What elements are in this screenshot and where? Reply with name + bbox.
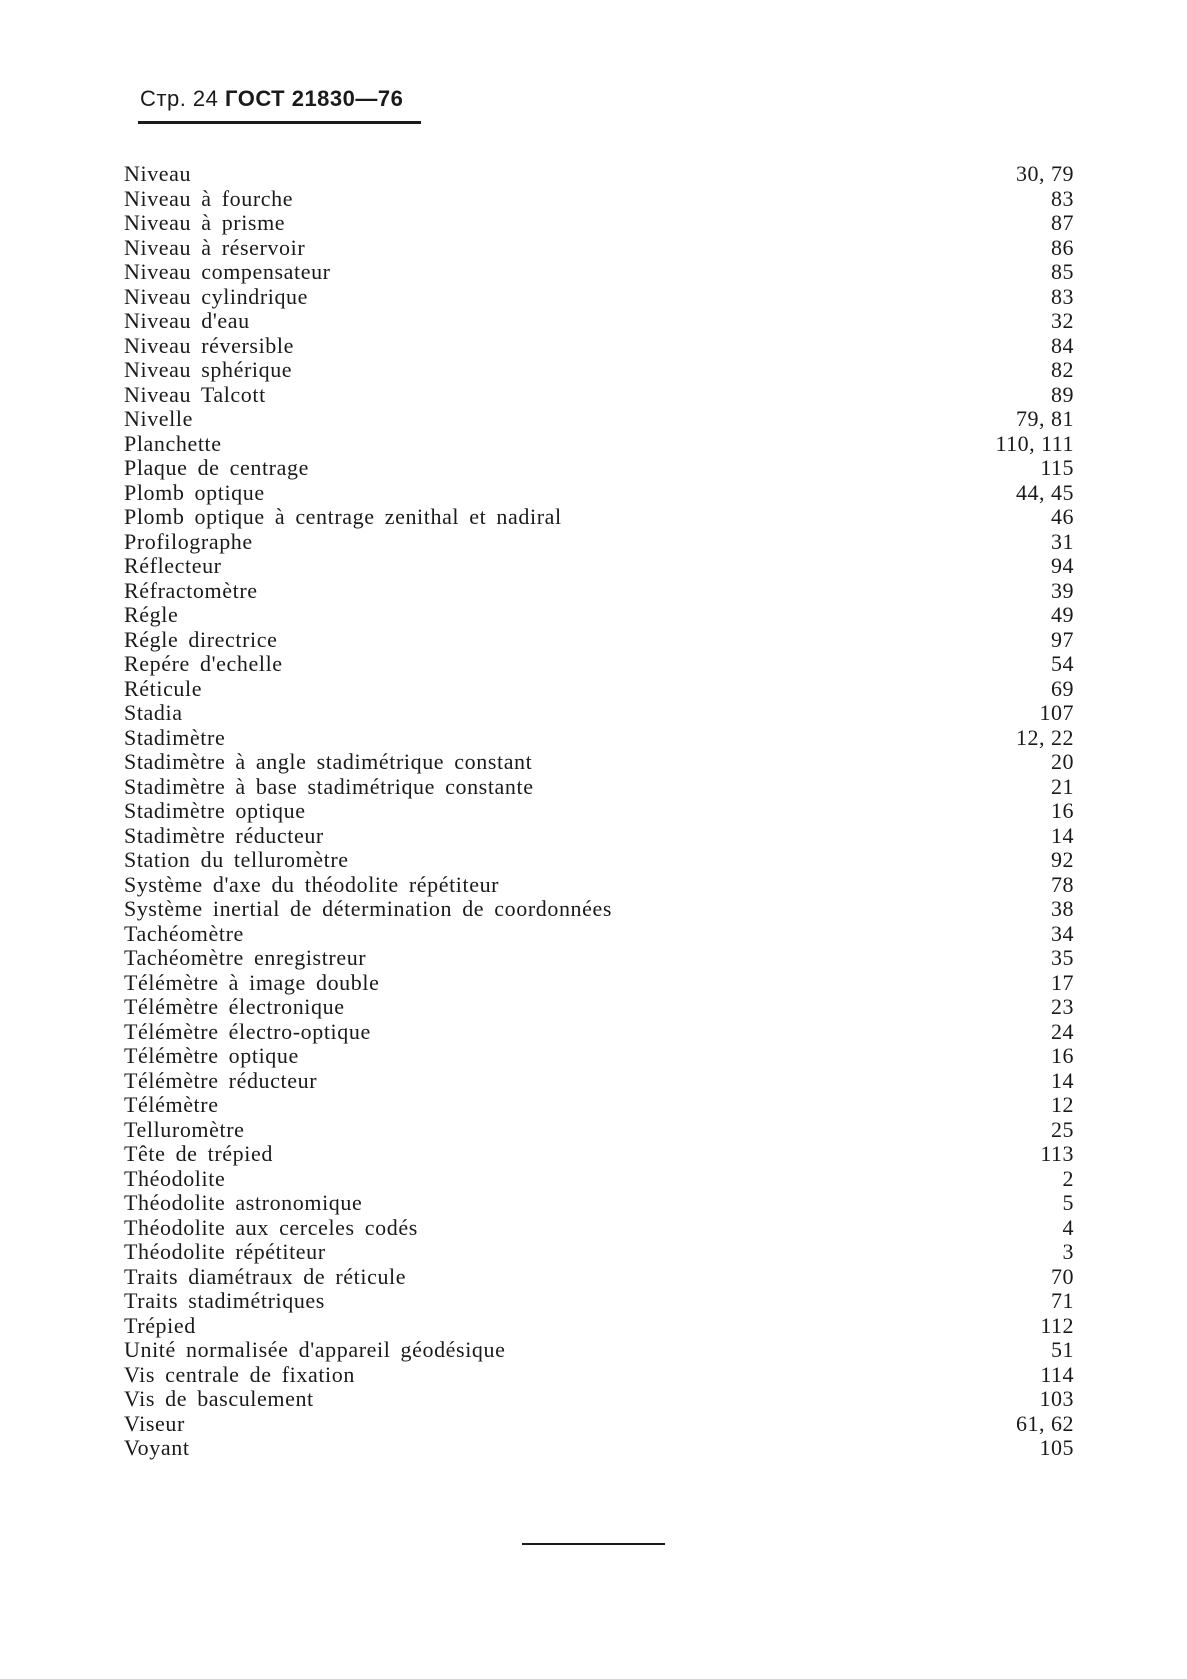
index-ref: 85 — [1051, 259, 1074, 284]
index-entry — [124, 505, 1074, 530]
index-ref: 94 — [1051, 553, 1074, 578]
index-entry — [124, 407, 1074, 432]
index-term: Unité normalisée d'appareil géodésique — [124, 1337, 506, 1362]
index-ref: 86 — [1051, 234, 1074, 260]
index-ref: 46 — [1051, 504, 1074, 529]
index-entry — [124, 677, 1074, 702]
index-entry — [124, 260, 1074, 285]
index-ref: 78 — [1051, 871, 1074, 897]
index-entry — [124, 848, 1074, 873]
index-entry — [124, 775, 1074, 800]
index-ref: 103 — [1039, 1386, 1074, 1411]
index-entry — [124, 530, 1074, 555]
index-term: Viseur — [124, 1410, 185, 1436]
index-term: Traits diamétraux de réticule — [124, 1263, 407, 1289]
index-term: Stadimètre réducteur — [124, 822, 324, 848]
index-entry — [124, 1265, 1074, 1290]
index-ref: 24 — [1051, 1018, 1074, 1044]
index-term: Repére d'echelle — [124, 651, 283, 676]
index-term: Niveau à prisme — [124, 210, 286, 235]
index-entry — [124, 1338, 1074, 1363]
index-entry — [124, 1142, 1074, 1167]
index-term: Théodolite aux cerceles codés — [124, 1214, 418, 1240]
index-term: Tachéomètre — [124, 920, 244, 946]
index-entry — [124, 1191, 1074, 1216]
index-entry — [124, 162, 1074, 187]
index-term: Niveau d'eau — [124, 308, 250, 333]
index-term: Théodolite répétiteur — [124, 1239, 326, 1264]
index-entry — [124, 187, 1074, 212]
page-number: Стр. 24 — [140, 86, 219, 111]
index-entry — [124, 383, 1074, 408]
index-entry — [124, 1044, 1074, 1069]
index-ref: 14 — [1051, 822, 1074, 848]
index-entry — [124, 285, 1074, 310]
index-entry — [124, 432, 1074, 457]
index-ref: 17 — [1051, 969, 1074, 995]
index-ref: 2 — [1062, 1165, 1074, 1191]
index-term: Stadia — [124, 700, 183, 725]
index-term: Télémètre électronique — [124, 994, 345, 1019]
index-ref: 14 — [1051, 1067, 1074, 1093]
index-ref: 4 — [1062, 1214, 1074, 1240]
header-rule — [138, 121, 421, 124]
index-entry — [124, 211, 1074, 236]
index-term: Telluromètre — [124, 1116, 245, 1142]
index-entry — [124, 1436, 1074, 1461]
index-term: Tête de trépied — [124, 1141, 273, 1166]
index-entry — [124, 1093, 1074, 1118]
index-term: Stadimètre à angle stadimétrique constant — [124, 749, 533, 774]
index-term: Profilographe — [124, 528, 253, 554]
index-ref: 113 — [1040, 1141, 1074, 1166]
index-entry — [124, 1412, 1074, 1437]
index-term: Niveau à fourche — [124, 185, 294, 211]
index-ref: 32 — [1051, 308, 1074, 333]
index-term: Station du telluromètre — [124, 847, 349, 872]
index-list — [124, 162, 1074, 1461]
index-entry — [124, 1387, 1074, 1412]
index-ref: 114 — [1040, 1361, 1074, 1387]
index-term: Télémètre optique — [124, 1043, 299, 1068]
index-entry — [124, 1363, 1074, 1388]
index-ref: 39 — [1051, 577, 1074, 603]
index-entry — [124, 628, 1074, 653]
index-ref: 83 — [1051, 283, 1074, 309]
index-term: Plomb optique — [124, 479, 265, 505]
index-ref: 35 — [1051, 945, 1074, 970]
index-term: Niveau Talcott — [124, 381, 266, 407]
index-term: Stadimètre optique — [124, 798, 306, 823]
index-term: Système inertial de détermination de coordonnées — [124, 896, 613, 921]
index-term: Stadimètre — [124, 724, 226, 750]
index-ref: 83 — [1051, 185, 1074, 211]
index-entry — [124, 481, 1074, 506]
index-term: Trépied — [124, 1312, 196, 1338]
index-ref: 20 — [1051, 749, 1074, 774]
index-term: Traits stadimétriques — [124, 1288, 325, 1313]
index-ref: 25 — [1051, 1116, 1074, 1142]
index-entry — [124, 1069, 1074, 1094]
index-ref: 87 — [1051, 210, 1074, 235]
index-entry — [124, 824, 1074, 849]
index-ref: 44, 45 — [1016, 479, 1074, 505]
index-term: Théodolite astronomique — [124, 1190, 363, 1215]
index-ref: 71 — [1051, 1288, 1074, 1313]
index-ref: 84 — [1051, 332, 1074, 358]
index-entry — [124, 1020, 1074, 1045]
index-entry — [124, 726, 1074, 751]
index-entry — [124, 946, 1074, 971]
index-term: Plomb optique à centrage zenithal et nadiral — [124, 504, 562, 529]
index-term: Réticule — [124, 675, 203, 701]
index-term: Niveau cylindrique — [124, 283, 309, 309]
index-ref: 92 — [1051, 847, 1074, 872]
index-entry — [124, 603, 1074, 628]
index-ref: 97 — [1051, 626, 1074, 652]
index-entry — [124, 971, 1074, 996]
index-term: Voyant — [124, 1435, 190, 1460]
index-term: Système d'axe du théodolite répétiteur — [124, 871, 500, 897]
index-entry — [124, 1289, 1074, 1314]
index-term: Télémètre réducteur — [124, 1067, 318, 1093]
index-term: Vis de basculement — [124, 1386, 314, 1411]
index-ref: 69 — [1051, 675, 1074, 701]
index-entry — [124, 579, 1074, 604]
index-entry — [124, 750, 1074, 775]
end-rule — [522, 1543, 665, 1545]
index-entry — [124, 334, 1074, 359]
index-entry — [124, 897, 1074, 922]
index-term: Niveau — [124, 161, 192, 186]
index-ref: 23 — [1051, 994, 1074, 1019]
index-ref: 21 — [1051, 773, 1074, 799]
index-entry — [124, 1216, 1074, 1241]
index-term: Planchette — [124, 430, 222, 456]
index-term: Niveau réversible — [124, 332, 294, 358]
index-term: Tachéomètre enregistreur — [124, 945, 367, 970]
page-header — [140, 86, 403, 112]
index-ref: 16 — [1051, 1043, 1074, 1068]
index-ref: 51 — [1051, 1337, 1074, 1362]
index-entry — [124, 236, 1074, 261]
index-entry — [124, 1314, 1074, 1339]
index-ref: 70 — [1051, 1263, 1074, 1289]
index-ref: 38 — [1051, 896, 1074, 921]
index-ref: 82 — [1051, 357, 1074, 382]
index-entry — [124, 456, 1074, 481]
index-entry — [124, 358, 1074, 383]
index-ref: 61, 62 — [1016, 1410, 1074, 1436]
index-term: Nivelle — [124, 406, 193, 431]
index-term: Théodolite — [124, 1165, 226, 1191]
index-term: Stadimètre à base stadimétrique constante — [124, 773, 534, 799]
index-ref: 34 — [1051, 920, 1074, 946]
index-term: Plaque de centrage — [124, 455, 309, 480]
index-term: Niveau sphérique — [124, 357, 293, 382]
index-ref: 110, 111 — [995, 430, 1074, 456]
index-term: Télémètre — [124, 1092, 219, 1117]
index-entry — [124, 1167, 1074, 1192]
index-entry — [124, 1240, 1074, 1265]
index-term: Régle directrice — [124, 626, 278, 652]
index-ref: 107 — [1039, 700, 1074, 725]
index-ref: 12 — [1051, 1092, 1074, 1117]
index-term: Télémètre électro-optique — [124, 1018, 371, 1044]
index-term: Vis centrale de fixation — [124, 1361, 355, 1387]
index-ref: 49 — [1051, 602, 1074, 627]
index-term: Niveau à réservoir — [124, 234, 306, 260]
index-entry — [124, 554, 1074, 579]
index-entry — [124, 922, 1074, 947]
index-entry — [124, 701, 1074, 726]
index-term: Réfractomètre — [124, 577, 258, 603]
index-ref: 31 — [1051, 528, 1074, 554]
index-entry — [124, 873, 1074, 898]
index-entry — [124, 1118, 1074, 1143]
index-ref: 79, 81 — [1016, 406, 1074, 431]
index-entry — [124, 799, 1074, 824]
index-term: Régle — [124, 602, 179, 627]
index-ref: 105 — [1039, 1435, 1074, 1460]
index-term: Niveau compensateur — [124, 259, 331, 284]
index-ref: 12, 22 — [1016, 724, 1074, 750]
index-ref: 112 — [1040, 1312, 1074, 1338]
index-entry — [124, 995, 1074, 1020]
index-ref: 30, 79 — [1016, 161, 1074, 186]
index-ref: 89 — [1051, 381, 1074, 407]
standard-number: ГОСТ 21830—76 — [225, 86, 404, 111]
index-term: Réflecteur — [124, 553, 222, 578]
index-ref: 115 — [1040, 455, 1074, 480]
index-ref: 5 — [1062, 1190, 1074, 1215]
index-term: Télémètre à image double — [124, 969, 380, 995]
index-ref: 3 — [1062, 1239, 1074, 1264]
index-entry — [124, 652, 1074, 677]
index-ref: 54 — [1051, 651, 1074, 676]
index-entry — [124, 309, 1074, 334]
index-ref: 16 — [1051, 798, 1074, 823]
